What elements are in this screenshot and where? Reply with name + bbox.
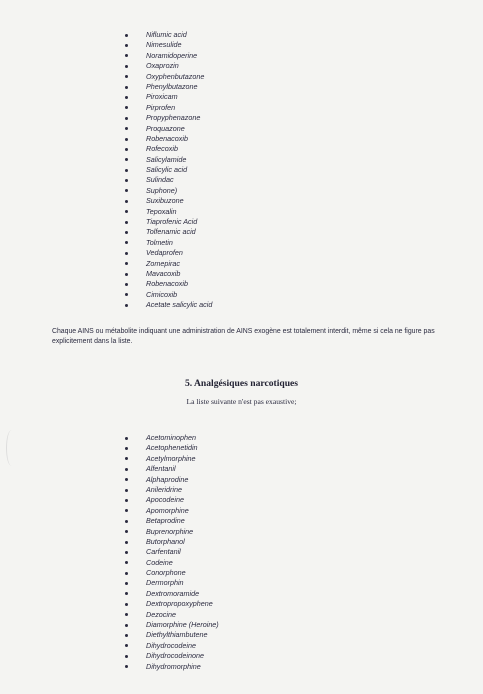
list-item-label: Alphaprodine — [146, 474, 189, 484]
bullet-icon — [125, 200, 128, 203]
list-item — [125, 196, 212, 206]
list-item-label: Acetate salicylic acid — [146, 300, 213, 310]
bullet-icon — [125, 34, 128, 37]
list-item-label: Oxyphenbutazone — [146, 71, 205, 81]
bullet-icon — [125, 478, 128, 481]
list-item — [125, 475, 219, 485]
list-item-label: Diamorphine (Heroine) — [146, 620, 219, 630]
list-item — [125, 61, 212, 71]
section-title: 5. Analgésiques narcotiques — [184, 378, 299, 389]
list-item — [125, 547, 219, 557]
list-item — [125, 134, 212, 144]
list-item — [125, 527, 219, 537]
list-item-label: Acetylmorphine — [146, 453, 196, 463]
list-item-label: Salicylic acid — [146, 165, 188, 175]
list-item — [125, 433, 219, 443]
nsaid-list — [125, 30, 212, 311]
bullet-icon — [125, 592, 128, 595]
bullet-icon — [125, 541, 128, 544]
bullet-icon — [125, 489, 128, 492]
list-item-label: Propyphenazone — [146, 113, 201, 123]
bullet-icon — [125, 86, 128, 89]
list-item — [125, 558, 219, 568]
bullet-icon — [125, 179, 128, 182]
list-item-label: Suphone) — [146, 185, 178, 195]
list-item — [125, 227, 212, 237]
list-item — [125, 124, 212, 134]
bullet-icon — [125, 624, 128, 627]
bullet-icon — [125, 634, 128, 637]
bullet-icon — [125, 561, 128, 564]
list-item-label: Proquazone — [146, 123, 185, 133]
list-item-label: Mavacoxib — [146, 268, 181, 278]
list-item — [125, 620, 219, 630]
bullet-icon — [125, 603, 128, 606]
bullet-icon — [125, 457, 128, 460]
list-item — [125, 279, 212, 289]
list-item-label: Dezocine — [146, 609, 176, 619]
bullet-icon — [125, 169, 128, 172]
list-item — [125, 290, 212, 300]
bullet-icon — [125, 283, 128, 286]
bullet-icon — [125, 613, 128, 616]
list-item-label: Dihydrocodeinone — [146, 651, 204, 661]
list-item — [125, 113, 212, 123]
scan-margin-mark — [6, 430, 17, 466]
list-item-label: Robenacoxib — [146, 133, 188, 143]
bullet-icon — [125, 572, 128, 575]
list-item-label: Sulindac — [146, 175, 174, 185]
bullet-icon — [125, 644, 128, 647]
list-item-label: Piroxicam — [146, 92, 178, 102]
list-item — [125, 568, 219, 578]
list-item — [125, 641, 219, 651]
bullet-icon — [125, 582, 128, 585]
list-item-label: Rofecoxib — [146, 144, 178, 154]
nsaid-note: Chaque AINS ou métabolite indiquant une administration de AINS exogène est totalement interdit, même si cela ne figure pas explicitement dans la liste. — [52, 328, 435, 345]
list-item — [125, 40, 212, 50]
bullet-icon — [125, 231, 128, 234]
bullet-icon — [125, 293, 128, 296]
list-item-label: Anileridrine — [146, 484, 182, 494]
list-item — [125, 92, 212, 102]
bullet-icon — [125, 241, 128, 244]
list-item-label: Tiaprofenic Acid — [146, 217, 198, 227]
list-item-label: Butorphanol — [146, 536, 185, 546]
bullet-icon — [125, 262, 128, 265]
bullet-icon — [125, 117, 128, 120]
list-item-label: Cimicoxib — [146, 289, 178, 299]
bullet-icon — [125, 509, 128, 512]
list-item-label: Alfentanil — [146, 464, 176, 474]
bullet-icon — [125, 44, 128, 47]
list-item — [125, 454, 219, 464]
list-item-label: Salicylamide — [146, 154, 187, 164]
list-item-label: Pirprofen — [146, 102, 176, 112]
bullet-icon — [125, 75, 128, 78]
bullet-icon — [125, 447, 128, 450]
bullet-icon — [125, 148, 128, 151]
list-item — [125, 72, 212, 82]
list-item — [125, 495, 219, 505]
list-item-label: Buprenorphine — [146, 526, 194, 536]
list-item — [125, 464, 219, 474]
bullet-icon — [125, 468, 128, 471]
bullet-icon — [125, 530, 128, 533]
list-item — [125, 217, 212, 227]
bullet-icon — [125, 499, 128, 502]
list-item-label: Robenacoxib — [146, 279, 188, 289]
bullet-icon — [125, 655, 128, 658]
bullet-icon — [125, 158, 128, 161]
list-item-label: Conorphone — [146, 568, 186, 578]
list-item — [125, 175, 212, 185]
list-item-label: Zomepirac — [146, 258, 180, 268]
list-item-label: Dihydrocodeine — [146, 640, 196, 650]
list-item — [125, 506, 219, 516]
list-item-label: Tepoxalin — [146, 206, 177, 216]
bullet-icon — [125, 106, 128, 109]
list-item — [125, 516, 219, 526]
list-item — [125, 144, 212, 154]
list-item-label: Vedaprofen — [146, 248, 183, 258]
list-item-label: Betaprodine — [146, 516, 185, 526]
list-item — [125, 103, 212, 113]
list-item — [125, 485, 219, 495]
bullet-icon — [125, 221, 128, 224]
bullet-icon — [125, 252, 128, 255]
list-item — [125, 589, 219, 599]
list-item-label: Suxibuzone — [146, 196, 184, 206]
list-item-label: Tolfenamic acid — [146, 227, 196, 237]
bullet-icon — [125, 273, 128, 276]
list-item — [125, 651, 219, 661]
list-item-label: Dermorphin — [146, 578, 184, 588]
bullet-icon — [125, 96, 128, 99]
list-item — [125, 30, 212, 40]
bullet-icon — [125, 127, 128, 130]
bullet-icon — [125, 551, 128, 554]
list-item-label: Dextropropoxyphene — [146, 599, 213, 609]
list-item — [125, 248, 212, 258]
list-item — [125, 207, 212, 217]
list-item — [125, 599, 219, 609]
bullet-icon — [125, 65, 128, 68]
list-item-label: Carfentanil — [146, 547, 181, 557]
list-item-label: Acetophenetidin — [146, 443, 198, 453]
bullet-icon — [125, 437, 128, 440]
bullet-icon — [125, 54, 128, 57]
list-item-label: Nimesulide — [146, 40, 182, 50]
list-item-label: Acetominophen — [146, 433, 196, 442]
bullet-icon — [125, 304, 128, 307]
bullet-icon — [125, 665, 128, 668]
list-item — [125, 269, 212, 279]
list-item — [125, 186, 212, 196]
list-item — [125, 537, 219, 547]
list-item — [125, 238, 212, 248]
section-intro: La liste suivante n'est pas exaustive; — [186, 397, 297, 406]
bullet-icon — [125, 138, 128, 141]
list-item-label: Diethylthiambutene — [146, 630, 208, 640]
list-item — [125, 155, 212, 165]
list-item — [125, 630, 219, 640]
narcotic-analgesics-list — [125, 433, 219, 672]
bullet-icon — [125, 520, 128, 523]
list-item — [125, 82, 212, 92]
list-item — [125, 662, 219, 672]
list-item — [125, 300, 212, 310]
list-item-label: Niflumic acid — [146, 30, 187, 39]
list-item-label: Tolmetin — [146, 237, 173, 247]
bullet-icon — [125, 189, 128, 192]
list-item — [125, 578, 219, 588]
list-item-label: Oxaprozin — [146, 61, 179, 71]
list-item — [125, 610, 219, 620]
list-item — [125, 259, 212, 269]
list-item-label: Noramidoperine — [146, 50, 198, 60]
list-item-label: Apocodeine — [146, 495, 184, 505]
list-item-label: Codeine — [146, 557, 173, 567]
list-item-label: Apomorphine — [146, 505, 189, 515]
list-item-label: Dihydromorphine — [146, 661, 201, 671]
list-item — [125, 443, 219, 453]
list-item — [125, 165, 212, 175]
list-item-label: Dextromoramide — [146, 588, 200, 598]
bullet-icon — [125, 210, 128, 213]
list-item — [125, 51, 212, 61]
list-item-label: Phenylbutazone — [146, 81, 198, 91]
